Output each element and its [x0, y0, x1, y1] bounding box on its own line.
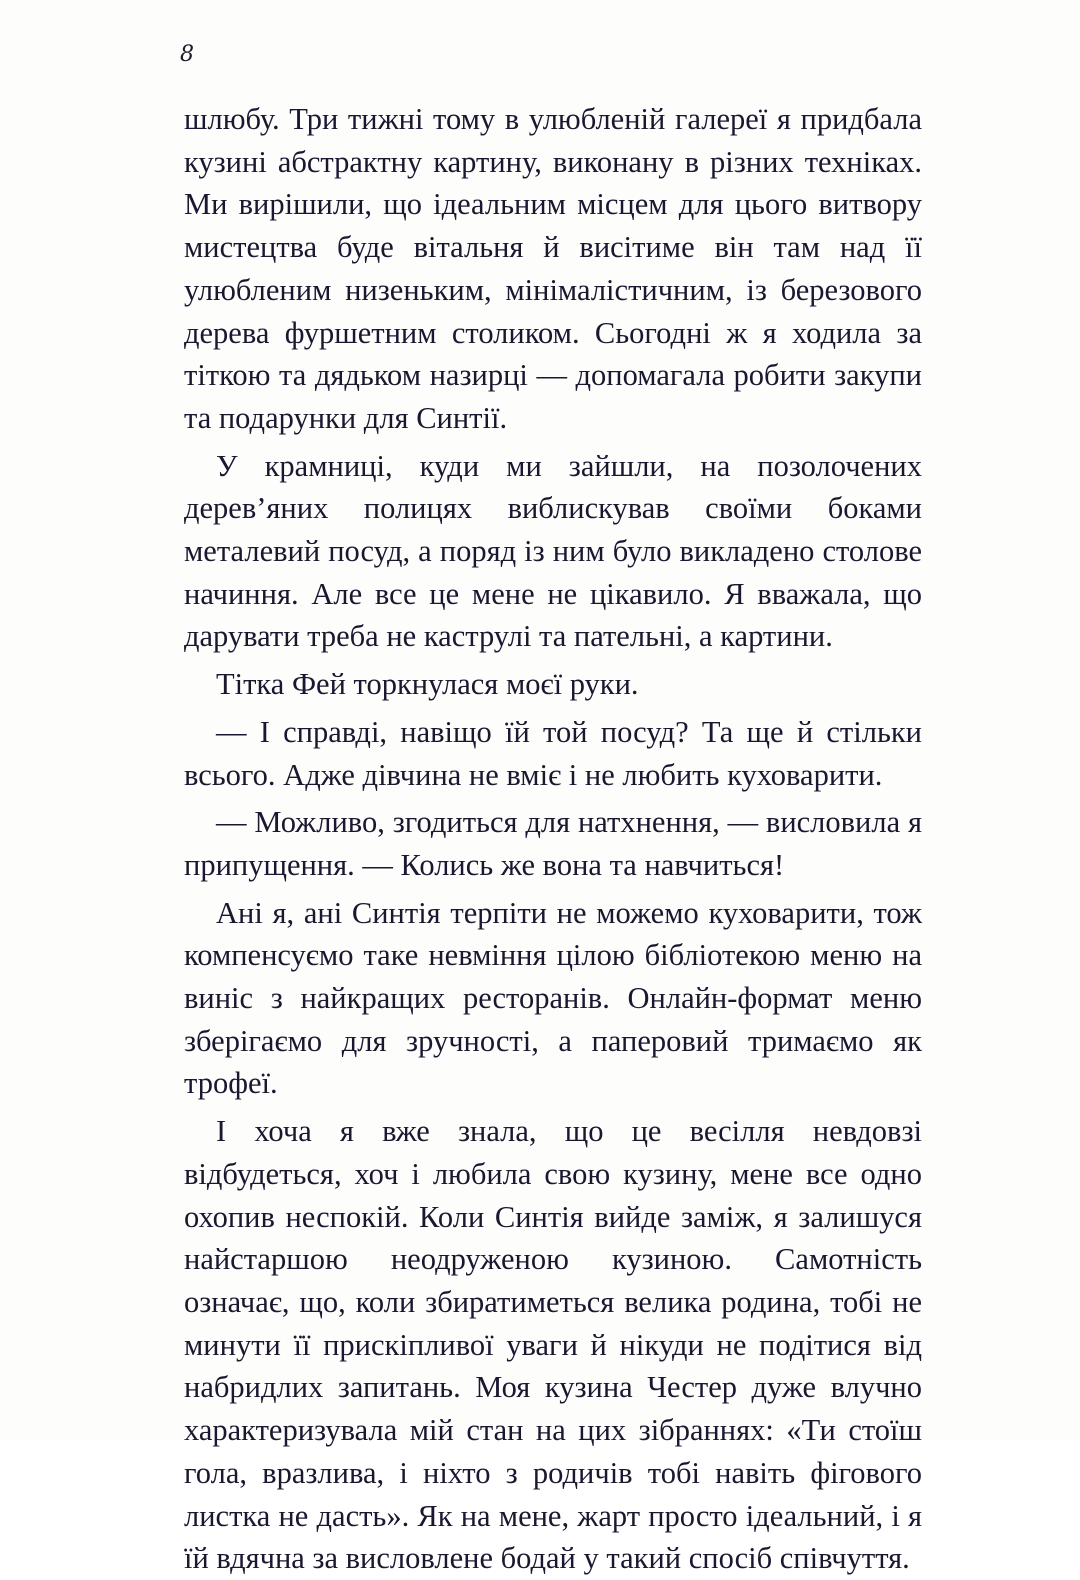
paragraph: шлюбу. Три тижні тому в улюбленій галереї я придбала кузині абстрактну картину, виконану в різних техніках. Ми вирішили, що ідеальним місцем для цього витвору мистецтва буде вітальня й висітиме він там над її улюбленим низеньким, мінімалістичним, із березового дерева фуршетним столиком. Сьогодні ж я ходила за тіткою та дядьком назирці — допомагала робити закупи та подарунки для Синтії. — [184, 102, 922, 435]
page-number: 8 — [180, 42, 194, 67]
dialogue-paragraph: — І справді, навіщо їй той посуд? Та ще й стільки всього. Адже дівчина не вміє і не любить куховарити. — [184, 714, 922, 792]
paragraph: І хоча я вже знала, що це весілля невдовзі відбудеться, хоч і любила свою кузину, мене все одно охопив неспокій. Коли Синтія вийде заміж, я залишуся найстаршою неодруженою кузиною. Самотність означає, що, коли збиратиметься велика родина, тобі не минути її прискіпливої уваги й нікуди не подітися від набридлих запитань. Моя кузина Честер дуже влучно характеризувала мій стан на цих зібраннях: «Ти стоїш гола, вразлива, і ніхто з родичів тобі навіть фігового листка не дасть». Як на мене, жарт просто ідеальний, і я їй вдячна за висловлене бодай у такий спосіб співчуття. — [184, 1114, 922, 1576]
dialogue-paragraph: — Можливо, згодиться для натхнення, — висловила я припущення. — Колись же вона та навчиться! — [184, 805, 922, 882]
paragraph: У крамниці, куди ми зайшли, на позолочених дерев’яних полицях виблискував своїми боками металевий посуд, а поряд із ним було викладено столове начиння. Але все це мене не цікавило. Я вважала, що дарувати треба не каструлі та пательні, а картини. — [184, 448, 922, 654]
paragraph: Тітка Фей торкнулася моєї руки. — [216, 667, 639, 702]
paragraph: Ані я, ані Синтія терпіти не можемо куховарити, тож компенсуємо таке невміння цілою бібліотекою меню на виніс з найкращих ресторанів. Онлайн-формат меню зберігаємо для зручності, а паперовий тримаємо як трофеї. — [184, 895, 922, 1101]
body-text — [184, 98, 922, 1580]
